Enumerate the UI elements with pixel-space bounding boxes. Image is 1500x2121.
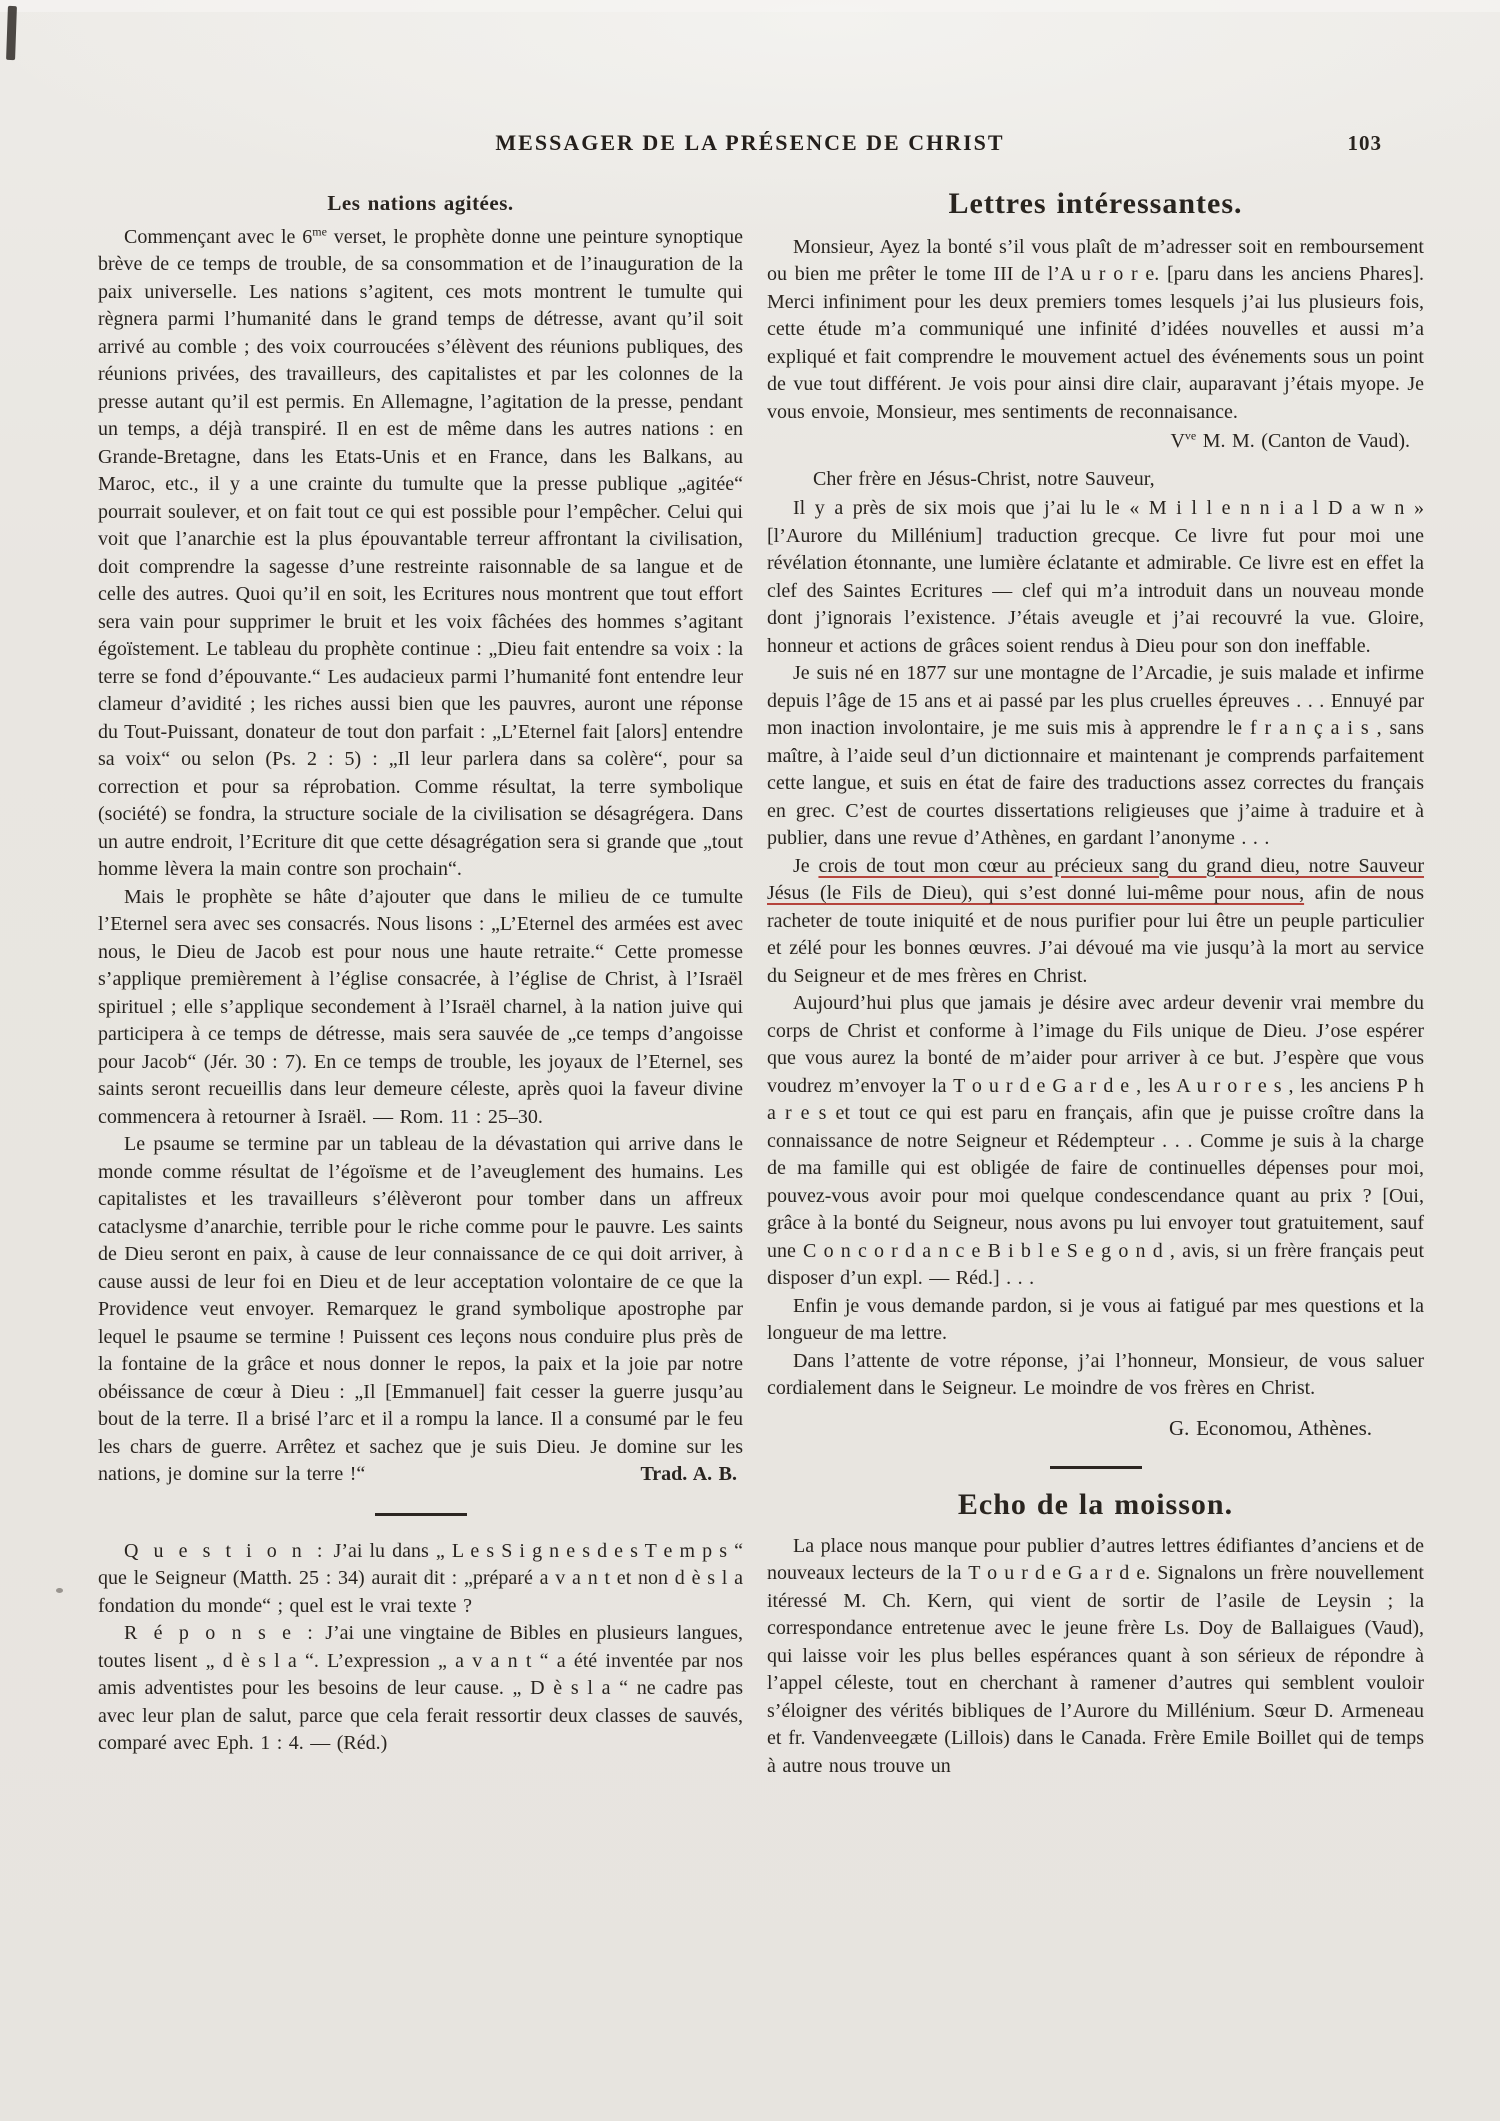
reponse-paragraph — [98, 1620, 743, 1758]
letter-paragraph: Je suis né en 1877 sur une montagne de l’Arcadie, je suis malade et infirme depuis l’âge de 15 ans et ai passé par les plus cruelles épreuves . . . Ennuyé par mon inaction involontaire, je me suis mis à apprendre le f r a n ç a i s , sans maître, à l’aide seul d’un dictionnaire et maintenant je comprends parfaitement cette langue, et suis en état de faire des traductions assez correctes du français en grec. C’est de courtes dissertations religieuses que j’aime à traduire et à publier, dans une revue d’Athènes, en gardant l’anonyme . . . — [767, 662, 1424, 849]
letter-signature-vve — [767, 428, 1424, 456]
letter-paragraph: Dans l’attente de votre réponse, j’ai l’honneur, Monsieur, de vous saluer cordialement dans le Seigneur. Le moindre de vos frères en Christ. — [767, 1349, 1424, 1399]
superscript: me — [312, 223, 327, 238]
letter-paragraph: Monsieur, Ayez la bonté s’il vous plaît de m’adresser soit en remboursement ou bien me prêter le tome III de l’A u r o r e. [paru dans les anciens Phares]. Merci infiniment pour les deux premiers tomes lesquels j’ai lus plusieurs fois, cette étude m’a communiqué une infinité d’idées nouvelles et aussi m’a expliqué et fait comprendre le mouvement actuel des événements sous un point de vue tout différent. Je vois pour ainsi dire clair, auparavant j’étais myope. Je vous envoie, Monsieur, mes sentiments de reconnaisance. — [767, 235, 1424, 423]
paragraph-text: Je — [793, 854, 819, 877]
article-heading-lettres-interessantes: Lettres intéressantes. — [948, 187, 1243, 220]
signature-text: V — [1170, 430, 1185, 452]
red-underline-annotation: crois de tout mon cœur au précieux sang du grand dieu, notre Sauveur Jésus (le Fils de Dieu), qui s’est donné lui-même pour nous, — [767, 854, 1425, 904]
right-column — [767, 188, 1424, 1780]
letter-signature-economou: G. Economou, Athènes. — [1168, 1415, 1372, 1440]
letter-paragraph: Il y a près de six mois que j’ai lu le « M i l l e n n i a l D a w n » [l’Aurore du Millénium] traduction grecque. Ce livre fut pour moi une révélation étonnante, une lumière éclatante et admirable. Ce livre est en effet la clef des Saintes Ecritures — clef qui m’a introduit dans un nouveau monde dont j’ignorais l’existence. J’étais aveugle et j’ai recouvré la vue. Gloire, honneur et actions de grâces soient rendus à Dieu pour son don ineffable. — [767, 497, 1424, 657]
article-heading-echo-moisson: Echo de la moisson. — [957, 1488, 1234, 1521]
letter-paragraph: Aujourd’hui plus que jamais je désire avec ardeur devenir vrai membre du corps de Christ et conforme à l’image du Fils unique de Dieu. J’ose espérer que vous aurez la bonté de m’aider pour arriver à ce but. J’espère que vous voudrez m’envoyer la T o u r d e G a r d e , les A u r o r e s , les anciens P h a r e s et tout ce qui est paru en français, afin que je puisse croître dans la connaissance de notre Seigneur et Rédempteur . . . Comme je suis à la charge de ma famille qui est obligée de faire de continuelles dépenses pour moi, pouvez-vous avoir pour moi quelque condescendance quant au prix ? [Oui, grâce à la bonté du Seigneur, nous avons pu lui envoyer tout gratuitement, sauf une C o n c o r d a n c e B i b l e S e g o n d , avis, si un frère français peut disposer d’un expl. — Réd.] . . . — [767, 992, 1424, 1289]
question-label: Q u e s t i o n : — [124, 1539, 327, 1562]
scan-smudge — [6, 6, 17, 60]
question-paragraph — [98, 1538, 743, 1621]
paragraph: Mais le prophète se hâte d’ajouter que dans le milieu de ce tumulte l’Eternel sera avec ses consacrés. Nous lisons : „L’Eternel des armées est avec nous, le Dieu de Jacob est pour nous une haute retraite.“ Cette promesse s’applique premièrement à l’église consacrée, à l’église de Christ, à l’Israël spirituel ; elle s’applique secondement à l’Israël charnel, à la nation juive qui participera à ce temps de détresse, mais sera sauvée de „ce temps d’angoisse pour Jacob“ (Jér. 30 : 7). En ce temps de trouble, les joyaux de l’Eternel, ses saints seront recueillis dans leur demeure céleste, après quoi la faveur divine commencera à retourner à Israël. — Rom. 11 : 25–30. — [98, 885, 743, 1128]
paragraph — [98, 1131, 743, 1489]
paragraph-text: Le psaume se termine par un tableau de la dévastation qui arrive dans le monde comme résultat de l’égoïsme et de l’aveuglement des humains. Les capitalistes et les travailleurs s’élèveront pour tomber dans un affreux cataclysme d’anarchie, terrible pour le riche comme pour le pauvre. Les saints de Dieu seront en paix, à cause de leur connaissance de ce qui doit arriver, à cause aussi de leur foi en Dieu et de leur acceptation volontaire de ce que la Providence veut envoyer. Remarquez le grand symbolique apostrophe par lequel le psaume se termine ! Puissent ces leçons nous conduire plus près de la fontaine de la grâce et nous donner le repos, la paix et la joie par notre obéissance de cœur à Dieu : „Il [Emmanuel] fait cesser la guerre jusqu’au bout de la terre. Il a brisé l’arc et il a rompu la lance. Il a consumé par le feu les chars de guerre. Arrêtez et sachez que je suis Dieu. Je domine sur les nations, je domine sur la terre !“ — [98, 1133, 743, 1485]
left-column — [98, 188, 743, 1758]
signature-text: M. M. (Canton de Vaud). — [1196, 430, 1410, 452]
scan-edge-artifact — [0, 0, 1500, 12]
translator-credit: Trad. A. B. — [640, 1463, 737, 1485]
letter-salutation: Cher frère en Jésus-Christ, notre Sauveur, — [813, 467, 1155, 490]
section-divider — [375, 1513, 467, 1516]
article-heading-nations-agitees: Les nations agitées. — [327, 191, 514, 215]
reponse-label: R é p o n s e : — [124, 1622, 317, 1644]
letter-paragraph: Enfin je vous demande pardon, si je vous ai fatigué par mes questions et la longueur de ma lettre. — [767, 1294, 1424, 1344]
running-head — [0, 130, 1500, 164]
section-divider — [1050, 1466, 1142, 1469]
paragraph-text: verset, le prophète donne une peinture synoptique brève de ce temps de trouble, de sa consommation et de l’inauguration de la paix universelle. Les nations s’agitent, ces mots montrent le tumulte qui règnera parmi l’humanité dans le grand temps de détresse, avant qu’il soit arrivé au comble ; des voix courroucées s’élèvent des réunions publiques, des réunions privées, des travailleurs, des capitalistes et par les colonnes de la presse autant qu’il est permis. En Allemagne, l’agitation de la presse, pendant un temps, a déjà transpiré. Il en est de même dans les autres nations : en Grande-Bretagne, dans les Etats-Unis et en France, dans les Balkans, au Maroc, etc., il y a une crainte du tumulte que la presse publique „agitée“ pourrait soulever, et on fait tout ce qui est possible pour l’empêcher. Celui qui voit que l’anarchie est la plus épouvantable terreur affrontant la civilisation, doit comprendre la sagesse d’une restreinte raisonnable de sa langue et de celle des autres. Quoi qu’il en soit, les Ecritures nous montrent que tout effort sera vain pour supprimer le bruit et les voix fâchées des hommes s’agitant égoïstement. Le tableau du prophète continue : „Dieu fait entendre sa voix : la terre se fond d’épouvante.“ Les audacieux parmi l’humanité font entendre leur clameur d’avidité ; les riches aussi bien que les pauvres, auront une réponse du Tout-Puissant, donateur de tout don parfait : „L’Eternel fait [alors] entendre sa voix“ ou selon (Ps. 2 : 5) : „Il leur parlera dans sa colère“, pour sa correction et pour sa réprobation. Comme résultat, la terre symbolique (société) se fondra, la structure sociale de la civilisation se désagrégera. Dans un autre endroit, l’Ecriture dit que cette désagrégation sera si grande que „tout homme lèvera la main contre son prochain“. — [98, 225, 743, 880]
letter-paragraph-annotated — [767, 853, 1424, 991]
paragraph-text: afin de nous racheter de toute iniquité et de nous purifier pour lui être un peuple particulier et zélé pour les bonnes œuvres. J’ai dévoué ma vie jusqu’à la mort au service du Seigneur et de mes frères en Christ. — [767, 882, 1424, 987]
publication-title: MESSAGER DE LA PRÉSENCE DE CHRIST — [495, 130, 1005, 155]
scan-speck — [56, 1588, 63, 1593]
paragraph-text: J’ai lu dans „ L e s S i g n e s d e s T e m p s “ que le Seigneur (Matth. 25 : 34) aurait dit : „préparé a v a n t et non d è s l a fondation du monde“ ; quel est le vrai texte ? — [98, 1539, 743, 1617]
superscript: ve — [1184, 428, 1197, 443]
page-number: 103 — [1347, 131, 1382, 155]
paragraph — [98, 224, 743, 884]
paragraph-text: J’ai une vingtaine de Bibles en plusieurs langues, toutes lisent „ d è s l a “. L’expression „ a v a n t “ a été inventée par nos amis adventistes pour les besoins de leur cause. „ D è s l a “ ne cadre pas avec leur plan de salut, parce que cela ferait ressortir deux classes de sauvés, comparé avec Eph. 1 : 4. — (Réd.) — [98, 1622, 744, 1754]
paragraph: La place nous manque pour publier d’autres lettres édifiantes d’anciens et de nouveaux lecteurs de la T o u r d e G a r d e. Signalons un frère nouvellement itéressé M. Ch. Kern, qui vient de sortir de l’asile de Leysin ; la correspondance entretenue avec le jeune frère Ls. Doy de Ballaigues (Vaud), qui laisse voir les plus belles espérances quant à son sérieux de répondre à l’appel céleste, tout en cherchant à ramener d’autres qui semblent vouloir s’éloigner des vérités bibliques de l’Aurore du Millénium. Sœur D. Armeneau et fr. Vandenveegæte (Lillois) dans le Canada. Frère Emile Boillet qui de temps à autre nous trouve un — [767, 1534, 1424, 1777]
two-column-body — [98, 188, 1424, 1780]
paragraph-text: Commençant avec le 6 — [124, 225, 313, 248]
